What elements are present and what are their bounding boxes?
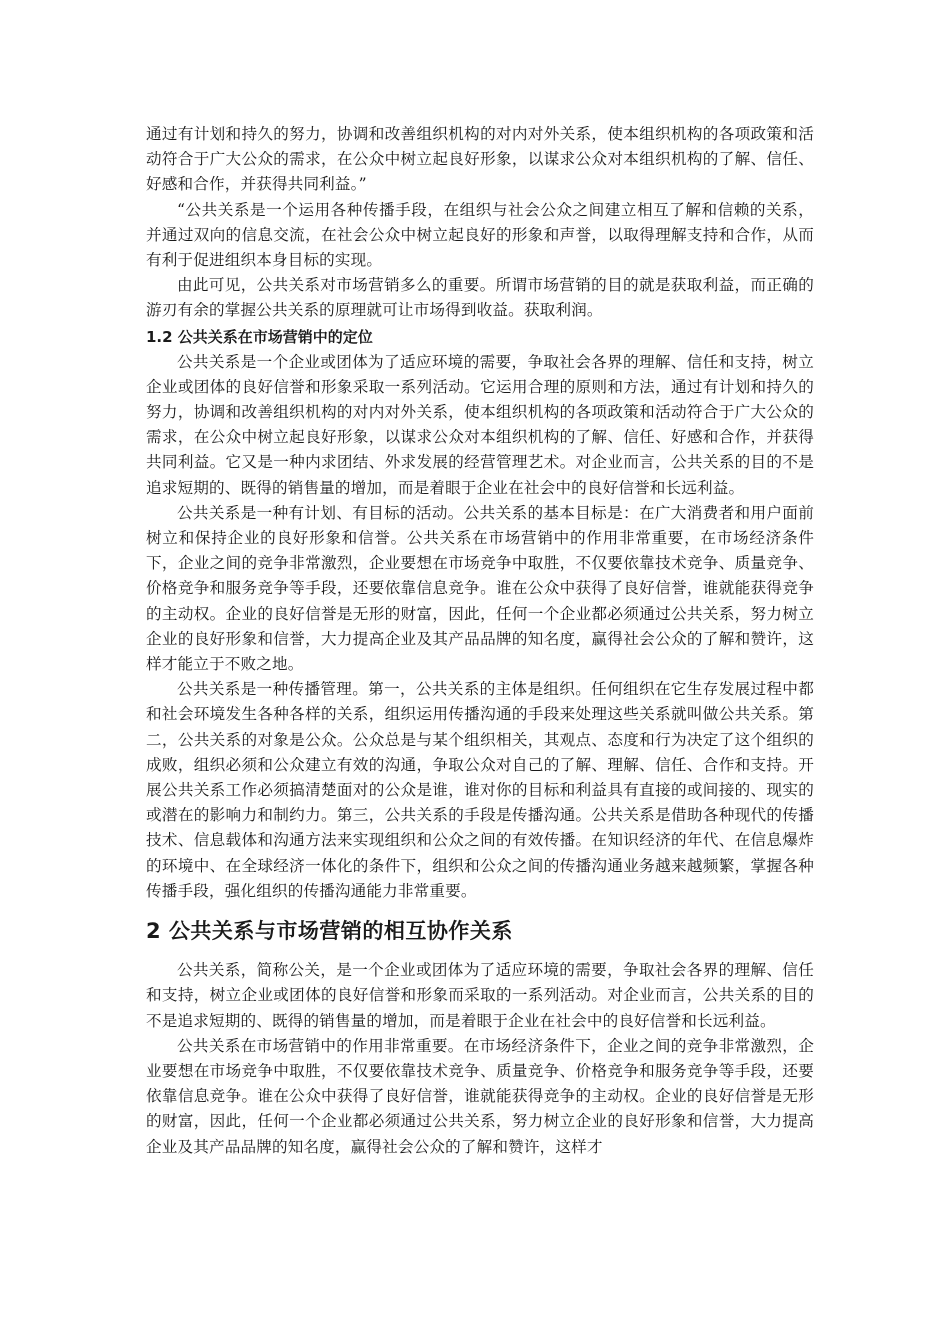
paragraph-conclusion: 由此可见，公共关系对市场营销多么的重要。所谓市场营销的目的就是获取利益，而正确的游刃有余的掌握公共关系的原理就可让市场得到收益。获取利润。 bbox=[146, 276, 814, 320]
paragraph: 公共关系在市场营销中的作用非常重要。在市场经济条件下，企业之间的竞争非常激烈，企业要想在市场竞争中取胜，不仅要依靠技术竞争、质量竞争、价格竞争和服务竞争等手段，还要依靠信息竞争。谁在公众中获得了良好信誉，谁就能获得竞争的主动权。企业的良好信誉是无形的财富，因此，任何一个企业都必须通过公共关系，努力树立企业的良好形象和信誉，大力提高企业及其产品品牌的知名度，赢得社会公众的了解和赞许，这样才 bbox=[146, 1036, 814, 1156]
document-body bbox=[146, 122, 814, 1160]
paragraph: 公共关系，简称公关，是一个企业或团体为了适应环境的需要，争取社会各界的理解、信任和支持，树立企业或团体的良好信誉和形象而采取的一系列活动。对企业而言，公共关系的目的不是追求短期的、既得的销售量的增加，而是着眼于企业在社会中的良好信誉和长远利益。 bbox=[146, 961, 814, 1030]
paragraph: 公共关系是一种传播管理。第一，公共关系的主体是组织。任何组织在它生存发展过程中都和社会环境发生各种各样的关系，组织运用传播沟通的手段来处理这些关系就叫做公共关系。第二，公共关系的对象是公众。公众总是与某个组织相关，其观点、态度和行为决定了这个组织的成败，组织必须和公众建立有效的沟通，争取公众对自己的了解、理解、信任、合作和支持。开展公共关系工作必须搞清楚面对的公众是谁，谁对你的目标和利益具有直接的或间接的、现实的或潜在的影响力和制约力。第三，公共关系的手段是传播沟通。公共关系是借助各种现代的传播技术、信息载体和沟通方法来实现组织和公众之间的有效传播。在知识经济的年代、在信息爆炸的环境中、在全球经济一体化的条件下，组织和公众之间的传播沟通业务越来越频繁，掌握各种传播手段，强化组织的传播沟通能力非常重要。 bbox=[146, 680, 814, 900]
paragraph: 公共关系是一个企业或团体为了适应环境的需要，争取社会各界的理解、信任和支持，树立企业或团体的良好信誉和形象采取一系列活动。它运用合理的原则和方法，通过有计划和持久的努力，协调和改善组织机构的对内对外关系，使本组织机构的各项政策和活动符合于广大公众的需求，在公众中树立起良好形象，以谋求公众对本组织机构的了解、信任、好感和合作，并获得共同利益。它又是一种内求团结、外求发展的经营管理艺术。对企业而言，公共关系的目的不是追求短期的、既得的销售量的增加，而是着眼于企业在社会中的良好信誉和长远利益。 bbox=[146, 352, 814, 497]
paragraph-quote: “公共关系是一个运用各种传播手段，在组织与社会公众之间建立相互了解和信赖的关系，并通过双向的信息交流，在社会公众中树立起良好的形象和声誉，以取得理解支持和合作，从而有利于促进组织本身目标的实现。 bbox=[146, 200, 814, 270]
paragraph: 公共关系是一种有计划、有目标的活动。公共关系的基本目标是：在广大消费者和用户面前树立和保持企业的良好形象和信誉。公共关系在市场营销中的作用非常重要，在市场经济条件下，企业之间的竞争非常激烈，企业要想在市场竞争中取胜，不仅要依靠技术竞争、质量竞争、价格竞争和服务竞争等手段，还要依靠信息竞争。谁在公众中获得了良好信誉，谁就能获得竞争的主动权。企业的良好信誉是无形的财富，因此，任何一个企业都必须通过公共关系，努力树立企业的良好形象和信誉，大力提高企业及其产品品牌的知名度，赢得社会公众的了解和赞许，这样才能立于不败之地。 bbox=[146, 503, 814, 674]
section-heading-1-2: 1.2 公共关系在市场营销中的定位 bbox=[146, 327, 373, 346]
paragraph-continued: 通过有计划和持久的努力，协调和改善组织机构的对内对外关系，使本组织机构的各项政策和活动符合于广大公众的需求，在公众中树立起良好形象，以谋求公众对本组织机构的了解、信任、好感和合作，并获得共同利益。” bbox=[146, 125, 814, 194]
section-heading-2: 2 公共关系与市场营销的相互协作关系 bbox=[146, 919, 513, 944]
